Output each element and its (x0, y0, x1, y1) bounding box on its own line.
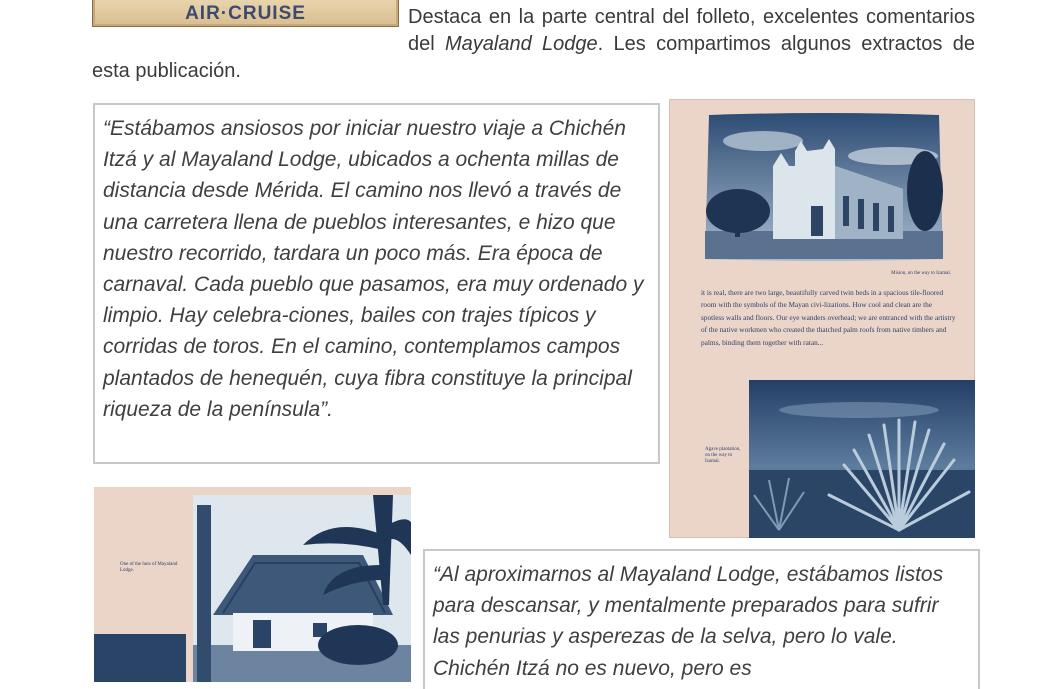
intro-italic: Mayaland Lodge (445, 33, 598, 55)
quote-box-2 (423, 549, 980, 689)
agave-photo (749, 380, 975, 538)
intro-text-before: Destaca en la parte central del folleto, excelentes comentarios del (408, 6, 975, 55)
brochure-page-right (669, 99, 975, 538)
brochure-text: it is real, there are two large, beautifully carved twin beds in a spacious tile-floored room with the symbols of the Mayan civi-lizations. How cool and clean are the spotless walls and floors. Our eye wanders overhead; we are entranced with the artistry of the native workmen who created the thatched palm roofs from native timbers and palms, binding them together with ratan... (701, 288, 956, 347)
agave-caption: Agave plantation, on the way to Izamal. (705, 447, 741, 464)
intro-text-after: . Les compartimos algunos extractos de esta publicación. (92, 33, 975, 82)
quote-1-text: “Estábamos ansiosos por iniciar nuestro viaje a Chichén Itzá y al Mayaland Lodge, ubicados a ochenta millas de distancia desde Mérida. El camino nos llevó a través de una carretera llena de pueblos interesantes, e hizo que nuestro recorrido, tardara un poco más. Era época de carnaval. Cada pueblo que pasamos, era muy ordenado y limpio. Hay celebra-ciones, bailes con trajes típicos y corridas de toros. En el camino, contemplamos campos plantados de henequén, cuya fibra constituye la principal riqueza de la península”. (103, 117, 644, 421)
hut-caption: One of the huts of Mayaland Lodge. (120, 562, 178, 573)
hut-photo (193, 495, 411, 682)
banner-label: AIR·CRUISE (185, 3, 306, 24)
brochure-page-left (94, 487, 411, 682)
quote-box-1 (93, 103, 660, 464)
church-photo (703, 111, 945, 263)
quote-2-text: “Al aproximarnos al Mayaland Lodge, estábamos listos para descansar, y mentalmente preparados para sufrir las penurias y asperezas de la selva, pero lo vale. Chichén Itzá no es nuevo, pero es (433, 563, 944, 680)
church-caption: Mision, on the way to Izamal. (891, 271, 951, 276)
intro-paragraph (92, 4, 975, 85)
